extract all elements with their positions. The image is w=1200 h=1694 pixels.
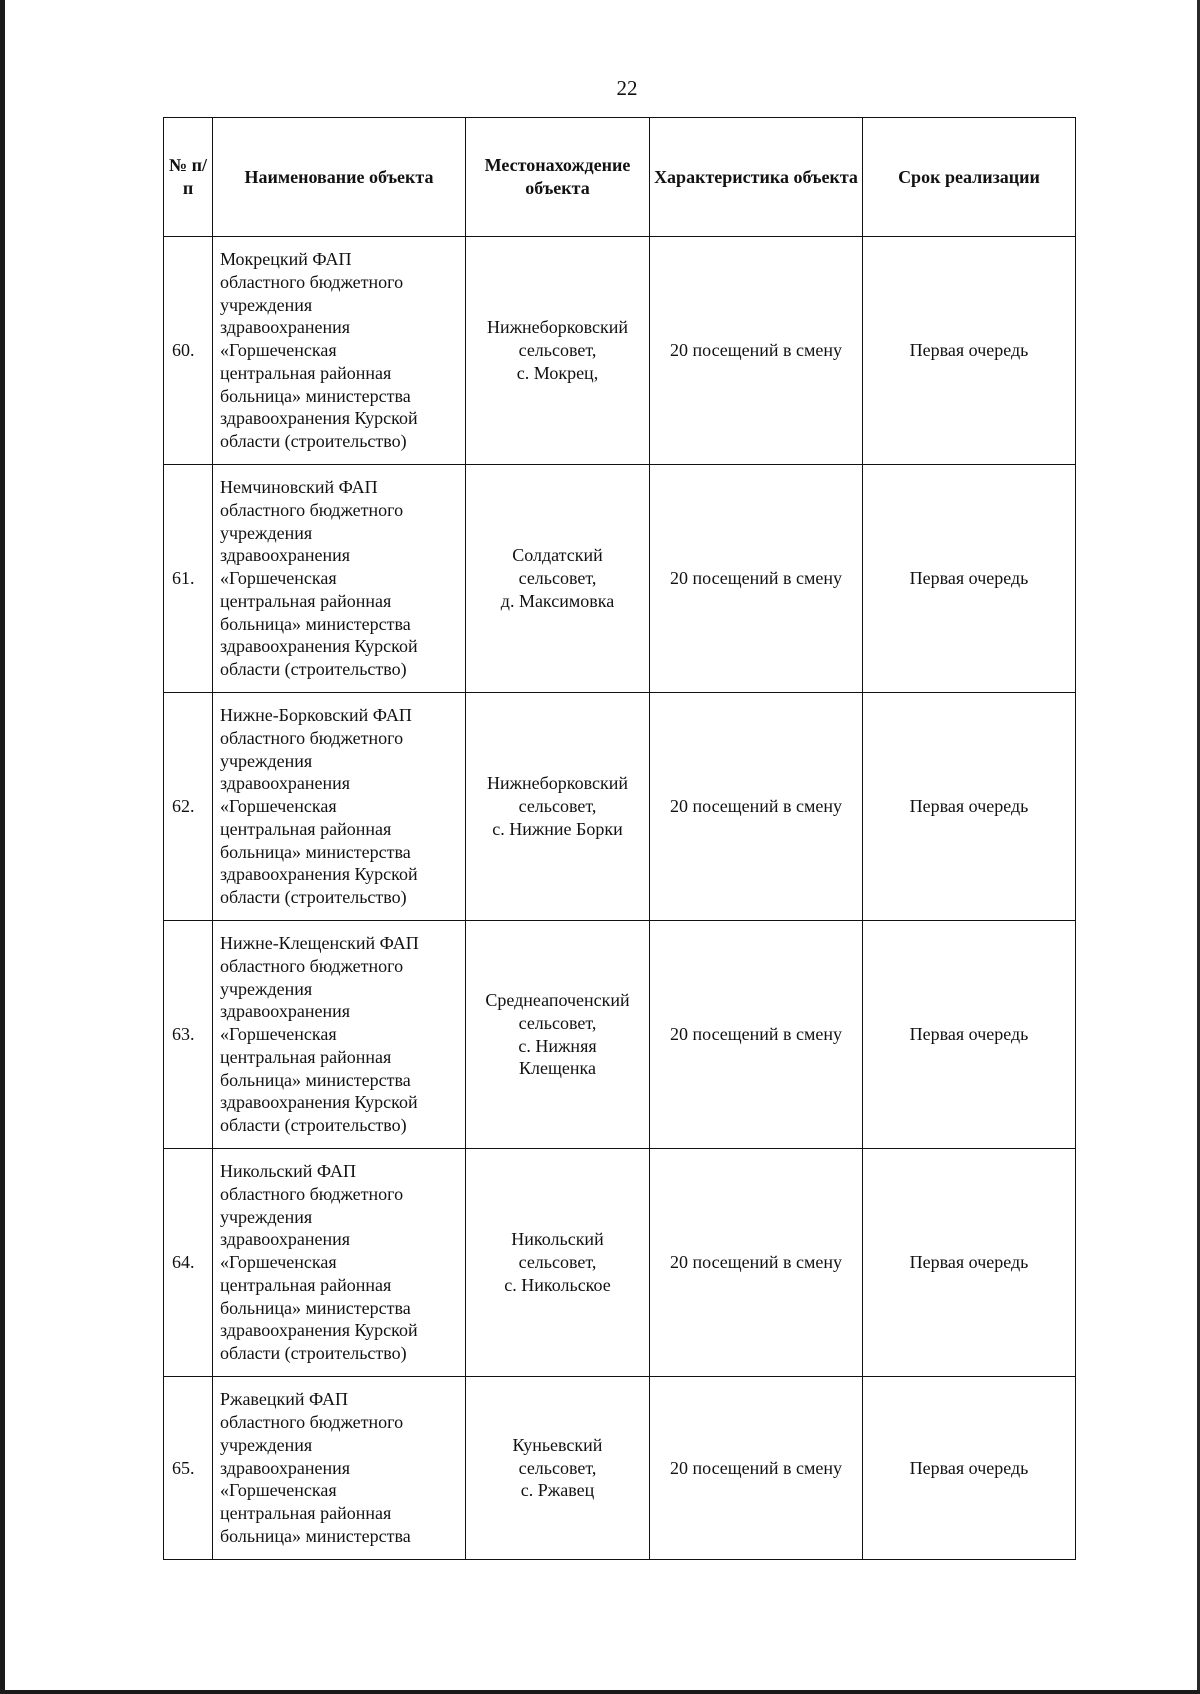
scan-edge-left [0,0,5,1694]
table-row [164,693,1076,921]
object-name-line: здравоохранения [220,1001,351,1022]
object-name [213,693,466,921]
object-location-line: сельсовет, [518,796,597,817]
header-name: Наименование объекта [213,118,466,237]
object-name-line: центральная районная [220,1503,392,1524]
object-location [466,693,650,921]
table-body [164,237,1076,1560]
object-location-line: сельсовет, [518,1457,597,1478]
object-name-line: области (строительство) [220,431,407,452]
object-name-line: больница» министерства [220,1297,411,1318]
object-name-line: здравоохранения Курской [220,1092,418,1113]
object-location [466,921,650,1149]
implementation-term: Первая очередь [863,237,1076,465]
implementation-term: Первая очередь [863,1149,1076,1377]
object-name-line: здравоохранения Курской [220,1320,418,1341]
implementation-term: Первая очередь [863,693,1076,921]
object-name-line: здравоохранения [220,1229,351,1250]
object-name-line: здравоохранения [220,317,351,338]
row-number: 62. [164,693,213,921]
object-name-line: области (строительство) [220,659,407,680]
row-number: 60. [164,237,213,465]
row-number: 64. [164,1149,213,1377]
object-characteristic: 20 посещений в смену [650,237,863,465]
table-row [164,237,1076,465]
object-name-line: больница» министерства [220,613,411,634]
object-name [213,1149,466,1377]
object-name-line: областного бюджетного [220,727,404,748]
object-location-line: Нижнеборковский [486,317,629,338]
object-name-line: учреждения [220,750,313,771]
object-location-line: Клещенка [519,1058,596,1079]
object-name-line: центральная районная [220,818,392,839]
object-name-line: центральная районная [220,362,392,383]
row-number: 61. [164,465,213,693]
object-name-line: Ржавецкий ФАП [220,1389,349,1410]
object-name-line: областного бюджетного [220,955,404,976]
object-name-line: «Горшеченская [220,1024,337,1045]
object-location [466,1149,650,1377]
object-name-line: центральная районная [220,1046,392,1067]
object-name-line: «Горшеченская [220,796,337,817]
object-name-line: учреждения [220,978,313,999]
object-name [213,237,466,465]
object-location-line: Среднеапоченский [485,989,630,1010]
object-name-line: больница» министерства [220,1069,411,1090]
object-name [213,921,466,1149]
object-location-line: сельсовет, [518,1012,597,1033]
row-number: 63. [164,921,213,1149]
object-location-line: сельсовет, [518,568,597,589]
object-location-line: д. Максимовка [500,590,615,611]
implementation-term: Первая очередь [863,1377,1076,1560]
objects-table [163,117,1076,1560]
object-characteristic: 20 посещений в смену [650,693,863,921]
object-location-line: Солдатский [512,545,603,566]
object-name-line: областного бюджетного [220,499,404,520]
object-location-line: Куньевский [512,1434,603,1455]
object-name-line: здравоохранения [220,773,351,794]
object-name-line: здравоохранения Курской [220,864,418,885]
header-characteristic: Характеристика объекта [650,118,863,237]
object-name [213,465,466,693]
implementation-term: Первая очередь [863,921,1076,1149]
table-row [164,465,1076,693]
object-location-line: с. Мокрец, [516,362,599,383]
object-name-line: Нижне-Клещенский ФАП [220,932,419,953]
object-name [213,1377,466,1560]
page-number: 22 [616,76,638,100]
object-name-line: «Горшеченская [220,1480,337,1501]
object-name-line: учреждения [220,522,313,543]
object-name-line: «Горшеченская [220,340,337,361]
header-location: Местонахождение объекта [466,118,650,237]
object-location-line: с. Никольское [504,1274,611,1295]
object-name-line: Никольский ФАП [220,1160,357,1181]
object-name-line: Нижне-Борковский ФАП [220,704,412,725]
object-name-line: здравоохранения Курской [220,408,418,429]
table-row [164,921,1076,1149]
object-name-line: Мокрецкий ФАП [220,248,352,269]
object-location-line: с. Ржавец [520,1480,595,1501]
implementation-term: Первая очередь [863,465,1076,693]
object-location-line: Никольский [511,1229,604,1250]
scan-edge-bottom [0,1690,1200,1694]
object-name-line: учреждения [220,1206,313,1227]
object-name-line: «Горшеченская [220,568,337,589]
header-number: № п/п [164,118,213,237]
object-name-line: учреждения [220,1434,313,1455]
object-location [466,1377,650,1560]
object-name-line: «Горшеченская [220,1252,337,1273]
object-location [466,237,650,465]
object-name-line: областного бюджетного [220,271,404,292]
object-name-line: больница» министерства [220,841,411,862]
object-name-line: здравоохранения Курской [220,636,418,657]
object-name-line: центральная районная [220,1274,392,1295]
table-row [164,1377,1076,1560]
object-location [466,465,650,693]
object-location-line: Нижнеборковский [486,773,629,794]
object-name-line: области (строительство) [220,1115,407,1136]
object-name-line: центральная районная [220,590,392,611]
object-location-line: с. Нижние Борки [492,818,623,839]
object-name-line: здравоохранения [220,545,351,566]
object-location-line: сельсовет, [518,340,597,361]
object-name-line: областного бюджетного [220,1412,404,1432]
object-characteristic: 20 посещений в смену [650,1377,863,1560]
table-row [164,1149,1076,1377]
object-name-line: больница» министерства [220,1525,411,1546]
table-header-row [164,118,1076,237]
header-term: Срок реализации [863,118,1076,237]
object-location-line: сельсовет, [518,1252,597,1273]
object-characteristic: 20 посещений в смену [650,465,863,693]
object-name-line: учреждения [220,294,313,315]
object-location-line: с. Нижняя [518,1035,597,1056]
object-name-line: здравоохранения [220,1457,351,1478]
row-number: 65. [164,1377,213,1560]
object-name-line: больница» министерства [220,385,411,406]
object-name-line: области (строительство) [220,1343,407,1364]
object-characteristic: 20 посещений в смену [650,921,863,1149]
object-name-line: областного бюджетного [220,1183,404,1204]
object-name-line: Немчиновский ФАП [220,476,378,497]
object-name-line: области (строительство) [220,887,407,908]
object-characteristic: 20 посещений в смену [650,1149,863,1377]
